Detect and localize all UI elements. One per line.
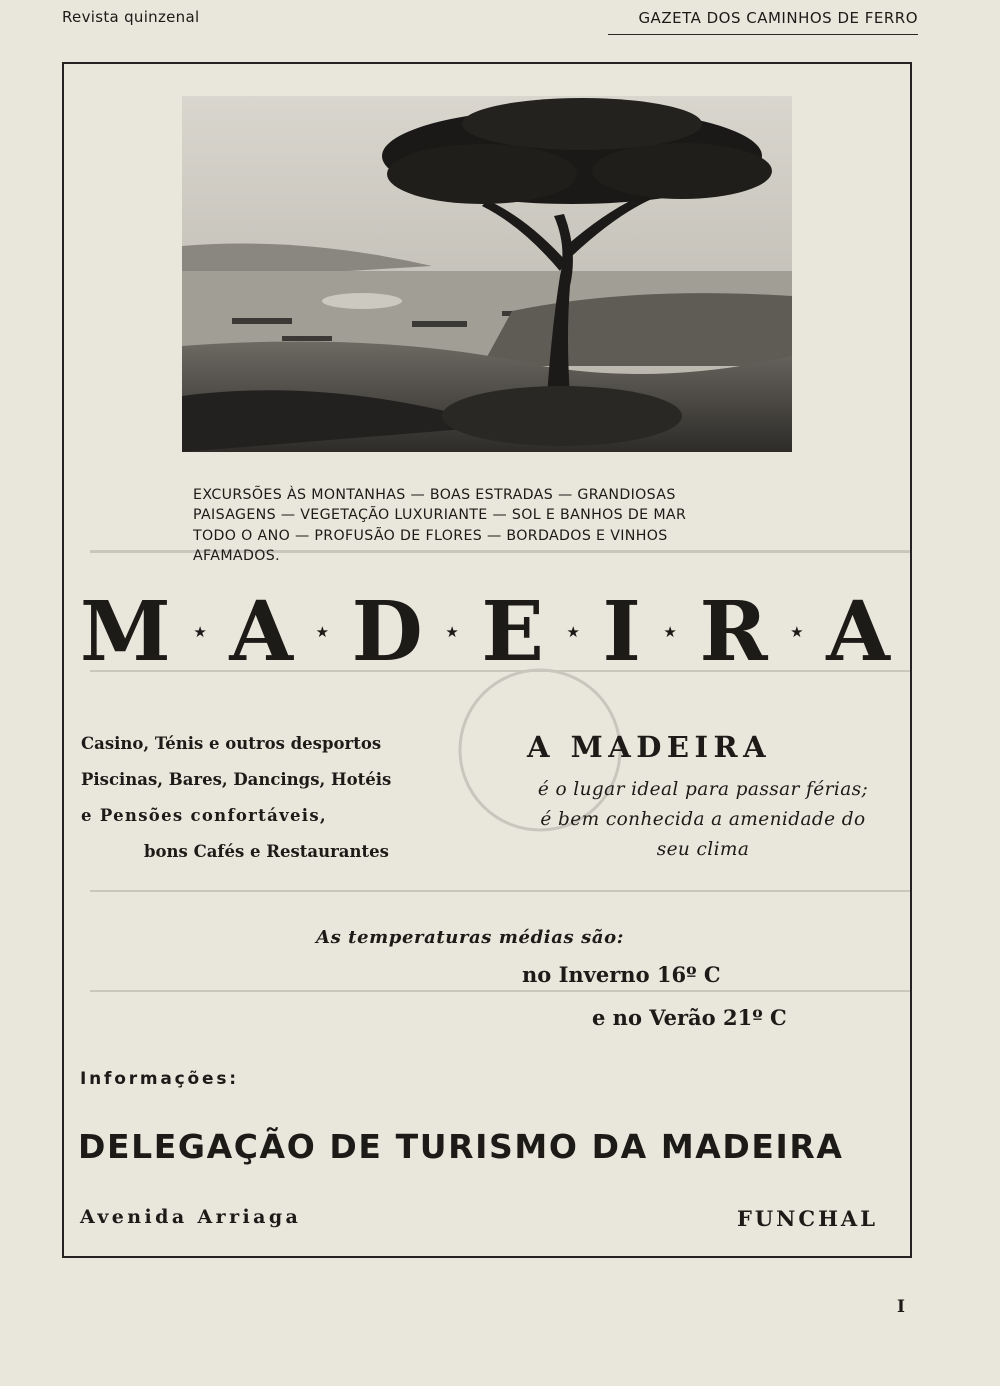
header-right-text: GAZETA DOS CAMINHOS DE FERRO xyxy=(638,9,918,27)
header-left-text: Revista quinzenal xyxy=(62,8,200,26)
a-madeira-heading: A MADEIRA xyxy=(527,730,772,764)
star-icon: ★ xyxy=(663,622,677,641)
tourism-delegation-name: DELEGAÇÃO DE TURISMO DA MADEIRA xyxy=(78,1127,844,1166)
page-number: I xyxy=(897,1297,905,1317)
a-madeira-line: é o lugar ideal para passar férias; xyxy=(537,779,869,800)
title-letter: A xyxy=(826,584,890,680)
title-letter: R xyxy=(699,584,768,680)
madeira-title xyxy=(80,584,890,680)
excursions-line: TODO O ANO — PROFUSÃO DE FLORES — BORDADOS E VINHOS xyxy=(193,527,668,544)
summer-temperature: e no Verão 21º C xyxy=(592,1005,787,1030)
title-letter: A xyxy=(229,584,294,680)
title-letter: D xyxy=(351,584,423,680)
excursions-line: PAISAGENS — VEGETAÇÃO LUXURIANTE — SOL E BANHOS DE MAR xyxy=(193,507,687,524)
street-address: Avenida Arriaga xyxy=(80,1206,302,1228)
amenity-line: Casino, Ténis e outros desportos xyxy=(81,734,382,753)
star-icon: ★ xyxy=(445,622,459,641)
temperatures-heading: As temperaturas médias são: xyxy=(316,927,624,948)
amenity-line: e Pensões confortáveis, xyxy=(81,806,327,825)
title-letter: I xyxy=(602,584,641,680)
star-icon: ★ xyxy=(193,622,207,641)
star-icon: ★ xyxy=(790,622,804,641)
excursions-paragraph xyxy=(193,485,783,566)
city-name: FUNCHAL xyxy=(736,1206,878,1231)
title-letter: E xyxy=(481,584,544,680)
header-rule xyxy=(608,34,918,35)
amenity-line: Piscinas, Bares, Dancings, Hotéis xyxy=(81,770,392,789)
a-madeira-line: é bem conhecida a amenidade do xyxy=(540,809,866,830)
excursions-line: AFAMADOS. xyxy=(193,547,280,564)
title-letter: M xyxy=(80,584,171,680)
a-madeira-text xyxy=(518,775,888,865)
a-madeira-line: seu clima xyxy=(656,839,750,860)
madeira-landscape-photo xyxy=(182,96,792,452)
excursions-line: EXCURSÕES ÀS MONTANHAS — BOAS ESTRADAS — GRANDIOSAS xyxy=(193,487,676,503)
star-icon: ★ xyxy=(315,622,330,641)
winter-temperature: no Inverno 16º C xyxy=(522,962,721,987)
amenities-list xyxy=(81,726,451,870)
information-label: Informações: xyxy=(80,1069,239,1089)
star-icon: ★ xyxy=(566,622,580,641)
page-header xyxy=(0,0,1000,40)
amenity-line: bons Cafés e Restaurantes xyxy=(144,842,389,861)
